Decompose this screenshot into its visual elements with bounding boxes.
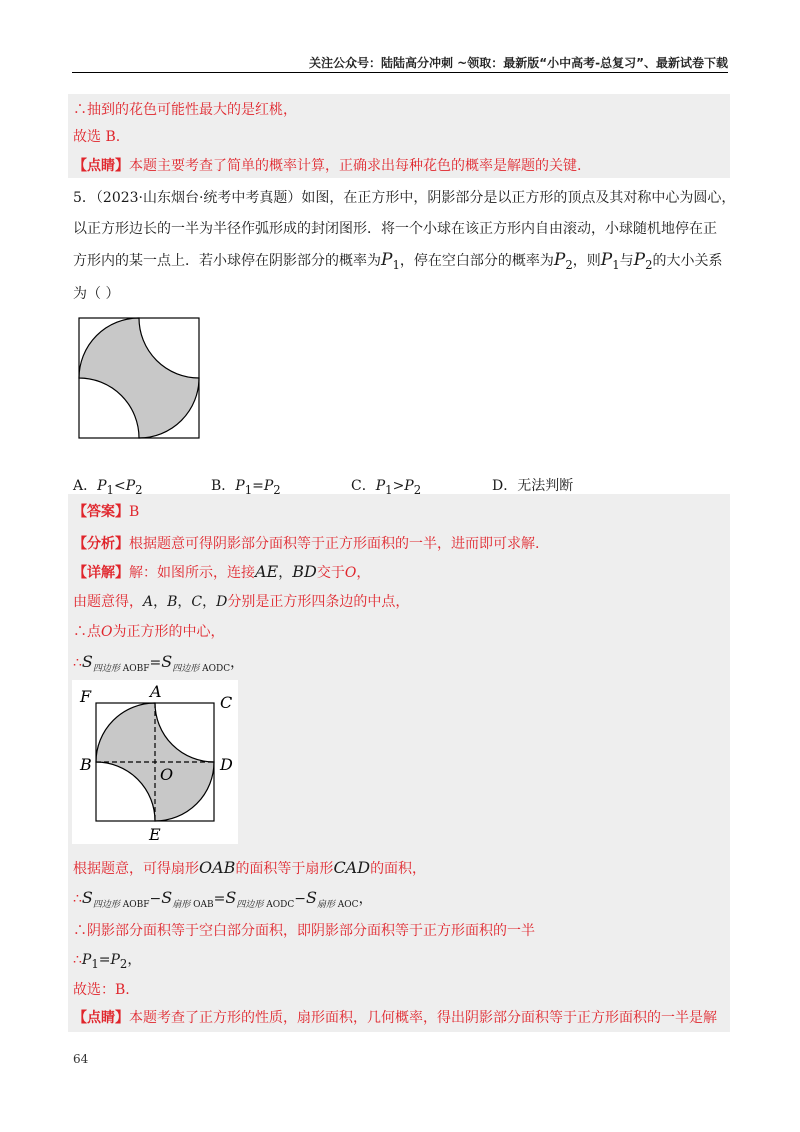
sep: ，	[278, 565, 293, 581]
opt-d-label: D．	[492, 478, 518, 494]
eq: =	[98, 952, 111, 968]
sector-label: 扇形	[172, 899, 191, 910]
opt-b-rel: =	[252, 478, 264, 494]
detail-1b: 交于	[316, 565, 345, 581]
question-line-3	[73, 250, 723, 275]
pt-o: O	[344, 565, 357, 581]
p-sym: P	[375, 478, 386, 494]
detail-line-8	[73, 950, 141, 974]
pt-d: D	[216, 594, 228, 610]
s-sym: S	[225, 888, 237, 907]
figure-2	[72, 680, 238, 844]
minus: −	[149, 891, 162, 907]
q3-b: ，停在空白部分的概率为	[399, 253, 554, 269]
page-header: 关注公众号：陆陆高分冲刺 ~领取：最新版“小中高考-总复习”、最新试卷下载	[309, 56, 728, 70]
p-sub: 2	[135, 482, 143, 497]
p-sub: 1	[244, 482, 253, 497]
detail-line-2	[73, 592, 409, 612]
p2-symbol: P	[553, 250, 566, 270]
q3-a: 方形内的某一点上．若小球停在阴影部分的概率为	[73, 253, 381, 269]
note-text: 本题考查了正方形的性质，扇形面积，几何概率，得出阴影部分面积等于正方形面积的一半是解	[129, 1010, 717, 1026]
p-sub: 1	[385, 482, 393, 497]
quad-label: 四边形	[92, 899, 120, 910]
s-sym: S	[305, 888, 317, 907]
quad-label: 四边形	[92, 663, 120, 674]
note-tag: 【点睛】	[73, 1010, 129, 1026]
prev-line-2: 故选 B.	[73, 129, 121, 145]
opt-c-rel: >	[392, 478, 405, 494]
analysis-text: 根据题意可得阴影部分面积等于正方形面积的一半，进而即可求解.	[129, 536, 540, 552]
opt-a-label: A．	[73, 478, 98, 494]
detail-1: 解：如图所示，连接	[129, 565, 255, 581]
detail-2a: 由题意得，	[73, 594, 143, 610]
pt-c: C	[191, 594, 203, 610]
therefore: ∴	[73, 891, 82, 907]
therefore: ∴	[73, 655, 82, 671]
detail-5c: 的面积，	[370, 861, 427, 877]
pt-a: A	[143, 594, 154, 610]
option-c[interactable]	[351, 475, 421, 497]
p-sub: 1	[106, 482, 114, 497]
p-sub: 2	[273, 482, 281, 497]
p2-symbol: P	[633, 250, 646, 270]
eq: =	[149, 655, 162, 671]
option-d[interactable]	[492, 475, 573, 495]
sep: ，	[153, 594, 168, 610]
p-sym: P	[404, 478, 414, 494]
label-b: B	[80, 755, 92, 774]
label-o: O	[160, 765, 174, 784]
label-d: D	[220, 755, 233, 774]
p2-sub: 2	[645, 257, 653, 272]
note-line	[73, 1008, 717, 1028]
eq: =	[213, 891, 226, 907]
detail-line-4	[73, 652, 244, 679]
opt-c-label: C．	[351, 478, 376, 494]
page-number: 64	[73, 1052, 89, 1066]
pt-b: B	[167, 594, 178, 610]
pt-o: O	[101, 624, 113, 640]
prev-line-3	[73, 156, 581, 176]
header-rule	[72, 72, 728, 73]
detail-line-5	[73, 858, 426, 879]
s-sym: S	[161, 652, 173, 671]
aobf: AOBF	[122, 899, 150, 910]
sep: ，	[202, 594, 217, 610]
p-sub: 2	[413, 482, 422, 497]
quad-label: 四边形	[172, 663, 200, 674]
analysis-line	[73, 534, 539, 554]
opt-a-rel: <	[113, 478, 126, 494]
p1-symbol: P	[381, 250, 393, 270]
detail-line-1	[73, 562, 370, 583]
shaded-region	[79, 318, 199, 438]
p-sym: P	[235, 478, 245, 494]
aobf: AOBF	[122, 663, 150, 674]
detail-line-6	[73, 888, 373, 915]
comma: ，	[127, 952, 142, 968]
prev-line-1: ∴抽到的花色可能性最大的是红桃，	[73, 102, 297, 118]
s-sym: S	[81, 888, 93, 907]
answer-tag: 【答案】	[73, 504, 129, 520]
detail-5a: 根据题意，可得扇形	[73, 861, 199, 877]
option-a[interactable]	[73, 475, 143, 497]
detail-3a: ∴点	[73, 624, 101, 640]
q3-c: ，则	[572, 253, 601, 269]
oab: OAB	[193, 899, 214, 910]
question-line-4: 为（ ）	[73, 286, 120, 302]
q3-e: 的大小关系	[652, 253, 723, 269]
p-sym: P	[97, 478, 107, 494]
detail-2b: 分别是正方形四条边的中点，	[227, 594, 410, 610]
answer-value: B	[129, 504, 140, 520]
p-sym: P	[125, 478, 136, 494]
detail-5b: 的面积等于扇形	[235, 861, 334, 877]
s-sym: S	[161, 888, 173, 907]
comma: ，	[356, 565, 371, 581]
seg-ae: AE	[255, 562, 279, 581]
analysis-tag: 【分析】	[73, 536, 129, 552]
seg-bd: BD	[292, 562, 317, 581]
answer-line	[73, 502, 139, 522]
label-e: E	[149, 825, 161, 844]
quad-label: 四边形	[236, 899, 264, 910]
p-sub: 2	[119, 956, 128, 971]
note-tag: 【点睛】	[73, 158, 129, 174]
option-b[interactable]	[211, 475, 281, 497]
sep: ，	[177, 594, 192, 610]
comma: ，	[230, 655, 245, 671]
q3-d: 与	[619, 253, 634, 269]
opt-b-label: B．	[211, 478, 236, 494]
p1-sub: 1	[392, 257, 400, 272]
detail-line-7: ∴阴影部分面积等于空白部分面积，即阴影部分面积等于正方形面积的一半	[73, 923, 535, 939]
p-sym: P	[110, 952, 120, 968]
label-a: A	[150, 682, 162, 701]
question-line-1: 5．（2023·山东烟台·统考中考真题）如图，在正方形中，阴影部分是以正方形的顶点及其对称中心为圆心，	[73, 190, 736, 206]
aodc: AODC	[266, 899, 295, 910]
figure-1	[77, 316, 201, 440]
detail-line-3	[73, 622, 224, 642]
label-c: C	[220, 693, 233, 712]
therefore: ∴	[73, 952, 82, 968]
sector-oab: OAB	[199, 858, 236, 877]
detail-tag: 【详解】	[73, 565, 129, 581]
minus: −	[294, 891, 306, 907]
detail-3b: 为正方形的中心，	[112, 624, 225, 640]
p2-sub: 2	[565, 257, 573, 272]
comma: ，	[358, 891, 373, 907]
s-sym: S	[81, 652, 93, 671]
question-line-2: 以正方形边长的一半为半径作弧形成的封闭图形．将一个小球在该正方形内自由滚动，小球随机地停在正	[73, 221, 717, 237]
opt-d-text: 无法判断	[517, 478, 574, 494]
sector-cad: CAD	[333, 858, 371, 877]
p1-symbol: P	[600, 250, 613, 270]
sector-label: 扇形	[316, 899, 335, 910]
p1-sub: 1	[612, 257, 620, 272]
note-text: 本题主要考查了简单的概率计算，正确求出每种花色的概率是解题的关键.	[129, 158, 582, 174]
detail-line-9: 故选：B.	[73, 982, 130, 998]
label-f: F	[80, 687, 92, 706]
p-sym: P	[263, 478, 274, 494]
p-sym: P	[81, 952, 92, 968]
p-sub: 1	[91, 956, 99, 971]
aoc: AOC	[337, 899, 359, 910]
aodc: AODC	[202, 663, 231, 674]
